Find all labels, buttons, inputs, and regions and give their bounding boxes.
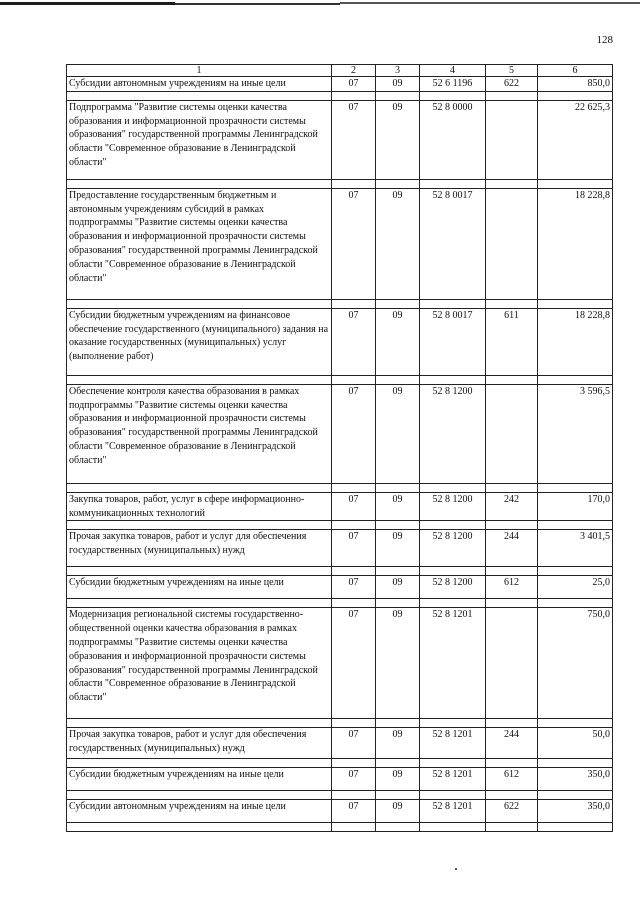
cell-c3: 09 bbox=[376, 77, 420, 92]
cell-c6: 350,0 bbox=[538, 768, 613, 791]
table-row bbox=[67, 308, 613, 375]
table-row bbox=[67, 530, 613, 567]
column-header: 5 bbox=[486, 65, 538, 77]
cell-c4: 52 8 0017 bbox=[420, 308, 486, 375]
cell-c3: 09 bbox=[376, 308, 420, 375]
cell-c5: 612 bbox=[486, 768, 538, 791]
table-row bbox=[67, 492, 613, 521]
cell-c6: 350,0 bbox=[538, 800, 613, 823]
cell-c4: 52 8 1200 bbox=[420, 576, 486, 599]
cell-c2: 07 bbox=[332, 100, 376, 179]
cell-c5 bbox=[486, 608, 538, 719]
cell-c5: 622 bbox=[486, 800, 538, 823]
cell-name: Субсидии автономным учреждениям на иные цели bbox=[67, 800, 332, 823]
cell-c6: 750,0 bbox=[538, 608, 613, 719]
cell-c3: 09 bbox=[376, 100, 420, 179]
cell-c3: 09 bbox=[376, 492, 420, 521]
row-gap bbox=[67, 599, 613, 608]
cell-c6: 850,0 bbox=[538, 77, 613, 92]
cell-name: Предоставление государственным бюджетным и автономным учреждениям субсидий в рамках подпрограммы "Развитие системы оценки качества образования и информационной прозрачности системы образования" государственной программы Ленинградской области "Современное образование в Ленинградской области" bbox=[67, 188, 332, 299]
cell-c6: 170,0 bbox=[538, 492, 613, 521]
cell-c2: 07 bbox=[332, 308, 376, 375]
table-row bbox=[67, 100, 613, 179]
cell-c2: 07 bbox=[332, 188, 376, 299]
cell-c2: 07 bbox=[332, 492, 376, 521]
cell-c4: 52 8 0000 bbox=[420, 100, 486, 179]
table-row bbox=[67, 576, 613, 599]
cell-c4: 52 6 1196 bbox=[420, 77, 486, 92]
cell-c6: 3 596,5 bbox=[538, 384, 613, 483]
row-gap bbox=[67, 759, 613, 768]
cell-c5 bbox=[486, 100, 538, 179]
cell-c6: 50,0 bbox=[538, 728, 613, 759]
cell-name: Прочая закупка товаров, работ и услуг для обеспечения государственных (муниципальных) нужд bbox=[67, 728, 332, 759]
table-row bbox=[67, 608, 613, 719]
scan-dot bbox=[455, 868, 457, 870]
cell-c6: 18 228,8 bbox=[538, 188, 613, 299]
cell-c3: 09 bbox=[376, 608, 420, 719]
row-gap bbox=[67, 823, 613, 832]
column-header: 2 bbox=[332, 65, 376, 77]
cell-c5: 242 bbox=[486, 492, 538, 521]
cell-c6: 22 625,3 bbox=[538, 100, 613, 179]
cell-c5 bbox=[486, 384, 538, 483]
column-header: 1 bbox=[67, 65, 332, 77]
cell-c2: 07 bbox=[332, 728, 376, 759]
cell-c4: 52 8 1201 bbox=[420, 768, 486, 791]
cell-c5: 622 bbox=[486, 77, 538, 92]
row-gap bbox=[67, 719, 613, 728]
cell-c3: 09 bbox=[376, 188, 420, 299]
cell-c3: 09 bbox=[376, 530, 420, 567]
row-gap bbox=[67, 375, 613, 384]
scan-top-border bbox=[0, 2, 640, 8]
cell-c3: 09 bbox=[376, 384, 420, 483]
cell-c5: 244 bbox=[486, 728, 538, 759]
row-gap bbox=[67, 299, 613, 308]
budget-table bbox=[66, 64, 613, 832]
cell-c5: 612 bbox=[486, 576, 538, 599]
cell-c3: 09 bbox=[376, 576, 420, 599]
cell-c5: 244 bbox=[486, 530, 538, 567]
table-row bbox=[67, 728, 613, 759]
cell-name: Модернизация региональной системы государственно-общественной оценки качества образования в рамках подпрограммы "Развитие системы оценки качества образования и информационной прозрачности системы образования" государственной программы Ленинградской области "Современное образование в Ленинградской области" bbox=[67, 608, 332, 719]
cell-c4: 52 8 0017 bbox=[420, 188, 486, 299]
cell-c2: 07 bbox=[332, 768, 376, 791]
row-gap bbox=[67, 483, 613, 492]
column-header: 3 bbox=[376, 65, 420, 77]
table-row bbox=[67, 77, 613, 92]
cell-c4: 52 8 1201 bbox=[420, 800, 486, 823]
cell-name: Прочая закупка товаров, работ и услуг для обеспечения государственных (муниципальных) нужд bbox=[67, 530, 332, 567]
cell-c6: 18 228,8 bbox=[538, 308, 613, 375]
table-row bbox=[67, 768, 613, 791]
cell-c3: 09 bbox=[376, 728, 420, 759]
cell-c4: 52 8 1200 bbox=[420, 384, 486, 483]
cell-name: Обеспечение контроля качества образования в рамках подпрограммы "Развитие системы оценки качества образования и информационной прозрачности системы образования" государственной программы Ленинградской области "Современное образование в Ленинградской области" bbox=[67, 384, 332, 483]
cell-c2: 07 bbox=[332, 530, 376, 567]
row-gap bbox=[67, 179, 613, 188]
row-gap bbox=[67, 567, 613, 576]
cell-c3: 09 bbox=[376, 768, 420, 791]
cell-c5 bbox=[486, 188, 538, 299]
table-row bbox=[67, 800, 613, 823]
cell-c4: 52 8 1201 bbox=[420, 608, 486, 719]
cell-c5: 611 bbox=[486, 308, 538, 375]
cell-c3: 09 bbox=[376, 800, 420, 823]
cell-name: Субсидии бюджетным учреждениям на иные цели bbox=[67, 576, 332, 599]
cell-c4: 52 8 1201 bbox=[420, 728, 486, 759]
row-gap bbox=[67, 791, 613, 800]
row-gap bbox=[67, 91, 613, 100]
cell-name: Субсидии автономным учреждениям на иные цели bbox=[67, 77, 332, 92]
cell-c2: 07 bbox=[332, 800, 376, 823]
cell-c6: 25,0 bbox=[538, 576, 613, 599]
cell-c4: 52 8 1200 bbox=[420, 492, 486, 521]
cell-name: Субсидии бюджетным учреждениям на иные цели bbox=[67, 768, 332, 791]
cell-name: Субсидии бюджетным учреждениям на финансовое обеспечение государственного (муниципального) задания на оказание государственных (муниципальных) услуг (выполнение работ) bbox=[67, 308, 332, 375]
cell-c6: 3 401,5 bbox=[538, 530, 613, 567]
cell-c2: 07 bbox=[332, 576, 376, 599]
cell-c2: 07 bbox=[332, 77, 376, 92]
table-body bbox=[67, 77, 613, 832]
column-header: 6 bbox=[538, 65, 613, 77]
cell-name: Подпрограмма "Развитие системы оценки качества образования и информационной прозрачности системы образования" государственной программы Ленинградской области "Современное образование в Ленинградской области" bbox=[67, 100, 332, 179]
cell-name: Закупка товаров, работ, услуг в сфере информационно-коммуникационных технологий bbox=[67, 492, 332, 521]
cell-c2: 07 bbox=[332, 608, 376, 719]
row-gap bbox=[67, 521, 613, 530]
cell-c2: 07 bbox=[332, 384, 376, 483]
table-row bbox=[67, 384, 613, 483]
table-row bbox=[67, 188, 613, 299]
page-number: 128 bbox=[596, 34, 613, 46]
table-header-row bbox=[67, 65, 613, 77]
cell-c4: 52 8 1200 bbox=[420, 530, 486, 567]
column-header: 4 bbox=[420, 65, 486, 77]
